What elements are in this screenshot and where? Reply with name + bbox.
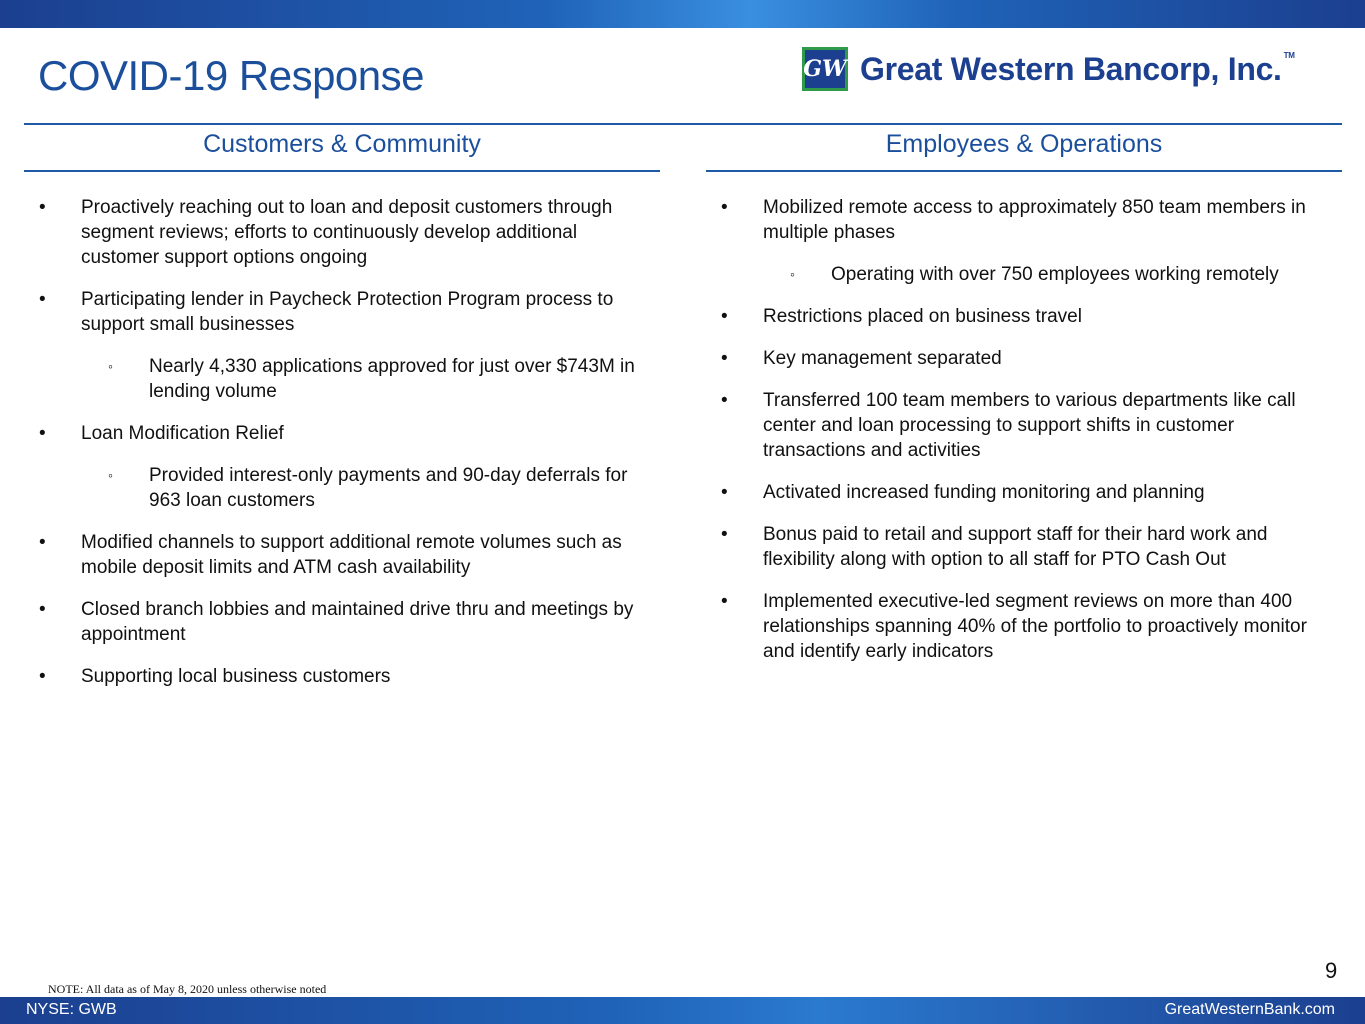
bullet-text: Nearly 4,330 applications approved for just over $743M in lending volume bbox=[149, 356, 635, 402]
bullet-icon: • bbox=[721, 348, 728, 369]
top-banner bbox=[0, 0, 1365, 28]
bullet-icon: • bbox=[721, 482, 728, 503]
bullet-text: Closed branch lobbies and maintained drive thru and meetings by appointment bbox=[81, 599, 634, 645]
bullet-icon: • bbox=[721, 306, 728, 327]
bullet-item bbox=[24, 530, 654, 580]
sub-bullet-item bbox=[706, 262, 1336, 287]
bullet-icon: • bbox=[721, 197, 728, 218]
website-link: GreatWesternBank.com bbox=[1164, 1001, 1335, 1018]
left-column-heading: Customers & Community bbox=[203, 130, 481, 158]
bullet-text: Bonus paid to retail and support staff for their hard work and flexibility along with option to all staff for PTO Cash Out bbox=[763, 524, 1268, 570]
hollow-bullet-icon: ◦ bbox=[108, 467, 113, 483]
bullet-text: Operating with over 750 employees working remotely bbox=[831, 264, 1279, 285]
bullet-icon: • bbox=[721, 390, 728, 411]
bullet-item bbox=[24, 664, 654, 689]
bullet-icon: • bbox=[721, 524, 728, 545]
bullet-text: Proactively reaching out to loan and deposit customers through segment reviews; efforts to continuously develop additional customer support options ongoing bbox=[81, 197, 613, 268]
stock-ticker: NYSE: GWB bbox=[26, 1001, 117, 1018]
page-number: 9 bbox=[1325, 958, 1338, 983]
hollow-bullet-icon: ◦ bbox=[108, 358, 113, 374]
sub-bullet-item bbox=[24, 463, 654, 513]
bullet-item bbox=[706, 195, 1336, 245]
bullet-text: Restrictions placed on business travel bbox=[763, 306, 1082, 327]
bullet-item bbox=[706, 589, 1336, 664]
bullet-item bbox=[706, 346, 1336, 371]
bullet-text: Mobilized remote access to approximately 850 team members in multiple phases bbox=[763, 197, 1306, 243]
right-column-heading: Employees & Operations bbox=[885, 130, 1163, 158]
bullet-icon: • bbox=[39, 197, 46, 218]
right-bullet-list bbox=[706, 195, 1336, 664]
bottom-banner bbox=[0, 997, 1365, 1024]
page-title: COVID-19 Response bbox=[38, 52, 425, 99]
bullet-text: Participating lender in Paycheck Protection Program process to support small businesses bbox=[81, 289, 614, 335]
bullet-icon: • bbox=[39, 532, 46, 553]
bullet-icon: • bbox=[39, 423, 46, 444]
bullet-text: Loan Modification Relief bbox=[81, 423, 284, 444]
bullet-item bbox=[706, 304, 1336, 329]
bullet-item bbox=[24, 195, 654, 270]
bullet-item bbox=[24, 421, 654, 446]
bullet-text: Transferred 100 team members to various departments like call center and loan processing to support shifts in customer transactions and activities bbox=[763, 390, 1296, 461]
bullet-text: Modified channels to support additional remote volumes such as mobile deposit limits and ATM cash availability bbox=[81, 532, 622, 578]
bullet-icon: • bbox=[39, 289, 46, 310]
footnote: NOTE: All data as of May 8, 2020 unless otherwise noted bbox=[48, 982, 327, 996]
sub-bullet-item bbox=[24, 354, 654, 404]
bullet-item bbox=[706, 388, 1336, 463]
bullet-icon: • bbox=[39, 666, 46, 687]
bullet-item bbox=[706, 480, 1336, 505]
bullet-icon: • bbox=[721, 591, 728, 612]
logo-wordmark: Great Western Bancorp, Inc. ™ bbox=[860, 50, 1295, 87]
bullet-text: Implemented executive-led segment reviews on more than 400 relationships spanning 40% of the portfolio to proactively monitor and identify early indicators bbox=[763, 591, 1307, 662]
bullet-text: Supporting local business customers bbox=[81, 666, 391, 687]
hollow-bullet-icon: ◦ bbox=[790, 266, 795, 282]
bullet-text: Activated increased funding monitoring and planning bbox=[763, 482, 1205, 503]
right-column-divider bbox=[706, 170, 1342, 172]
bullet-icon: • bbox=[39, 599, 46, 620]
bullet-item bbox=[24, 597, 654, 647]
company-logo bbox=[802, 46, 1295, 92]
bullet-text: Key management separated bbox=[763, 348, 1002, 369]
left-column-divider bbox=[24, 170, 660, 172]
left-bullet-list bbox=[24, 195, 654, 689]
bullet-text: Provided interest-only payments and 90-day deferrals for 963 loan customers bbox=[149, 465, 628, 511]
logo-mark-icon: GW bbox=[802, 47, 848, 91]
header-divider bbox=[24, 123, 1342, 125]
bullet-item bbox=[706, 522, 1336, 572]
bullet-item bbox=[24, 287, 654, 337]
